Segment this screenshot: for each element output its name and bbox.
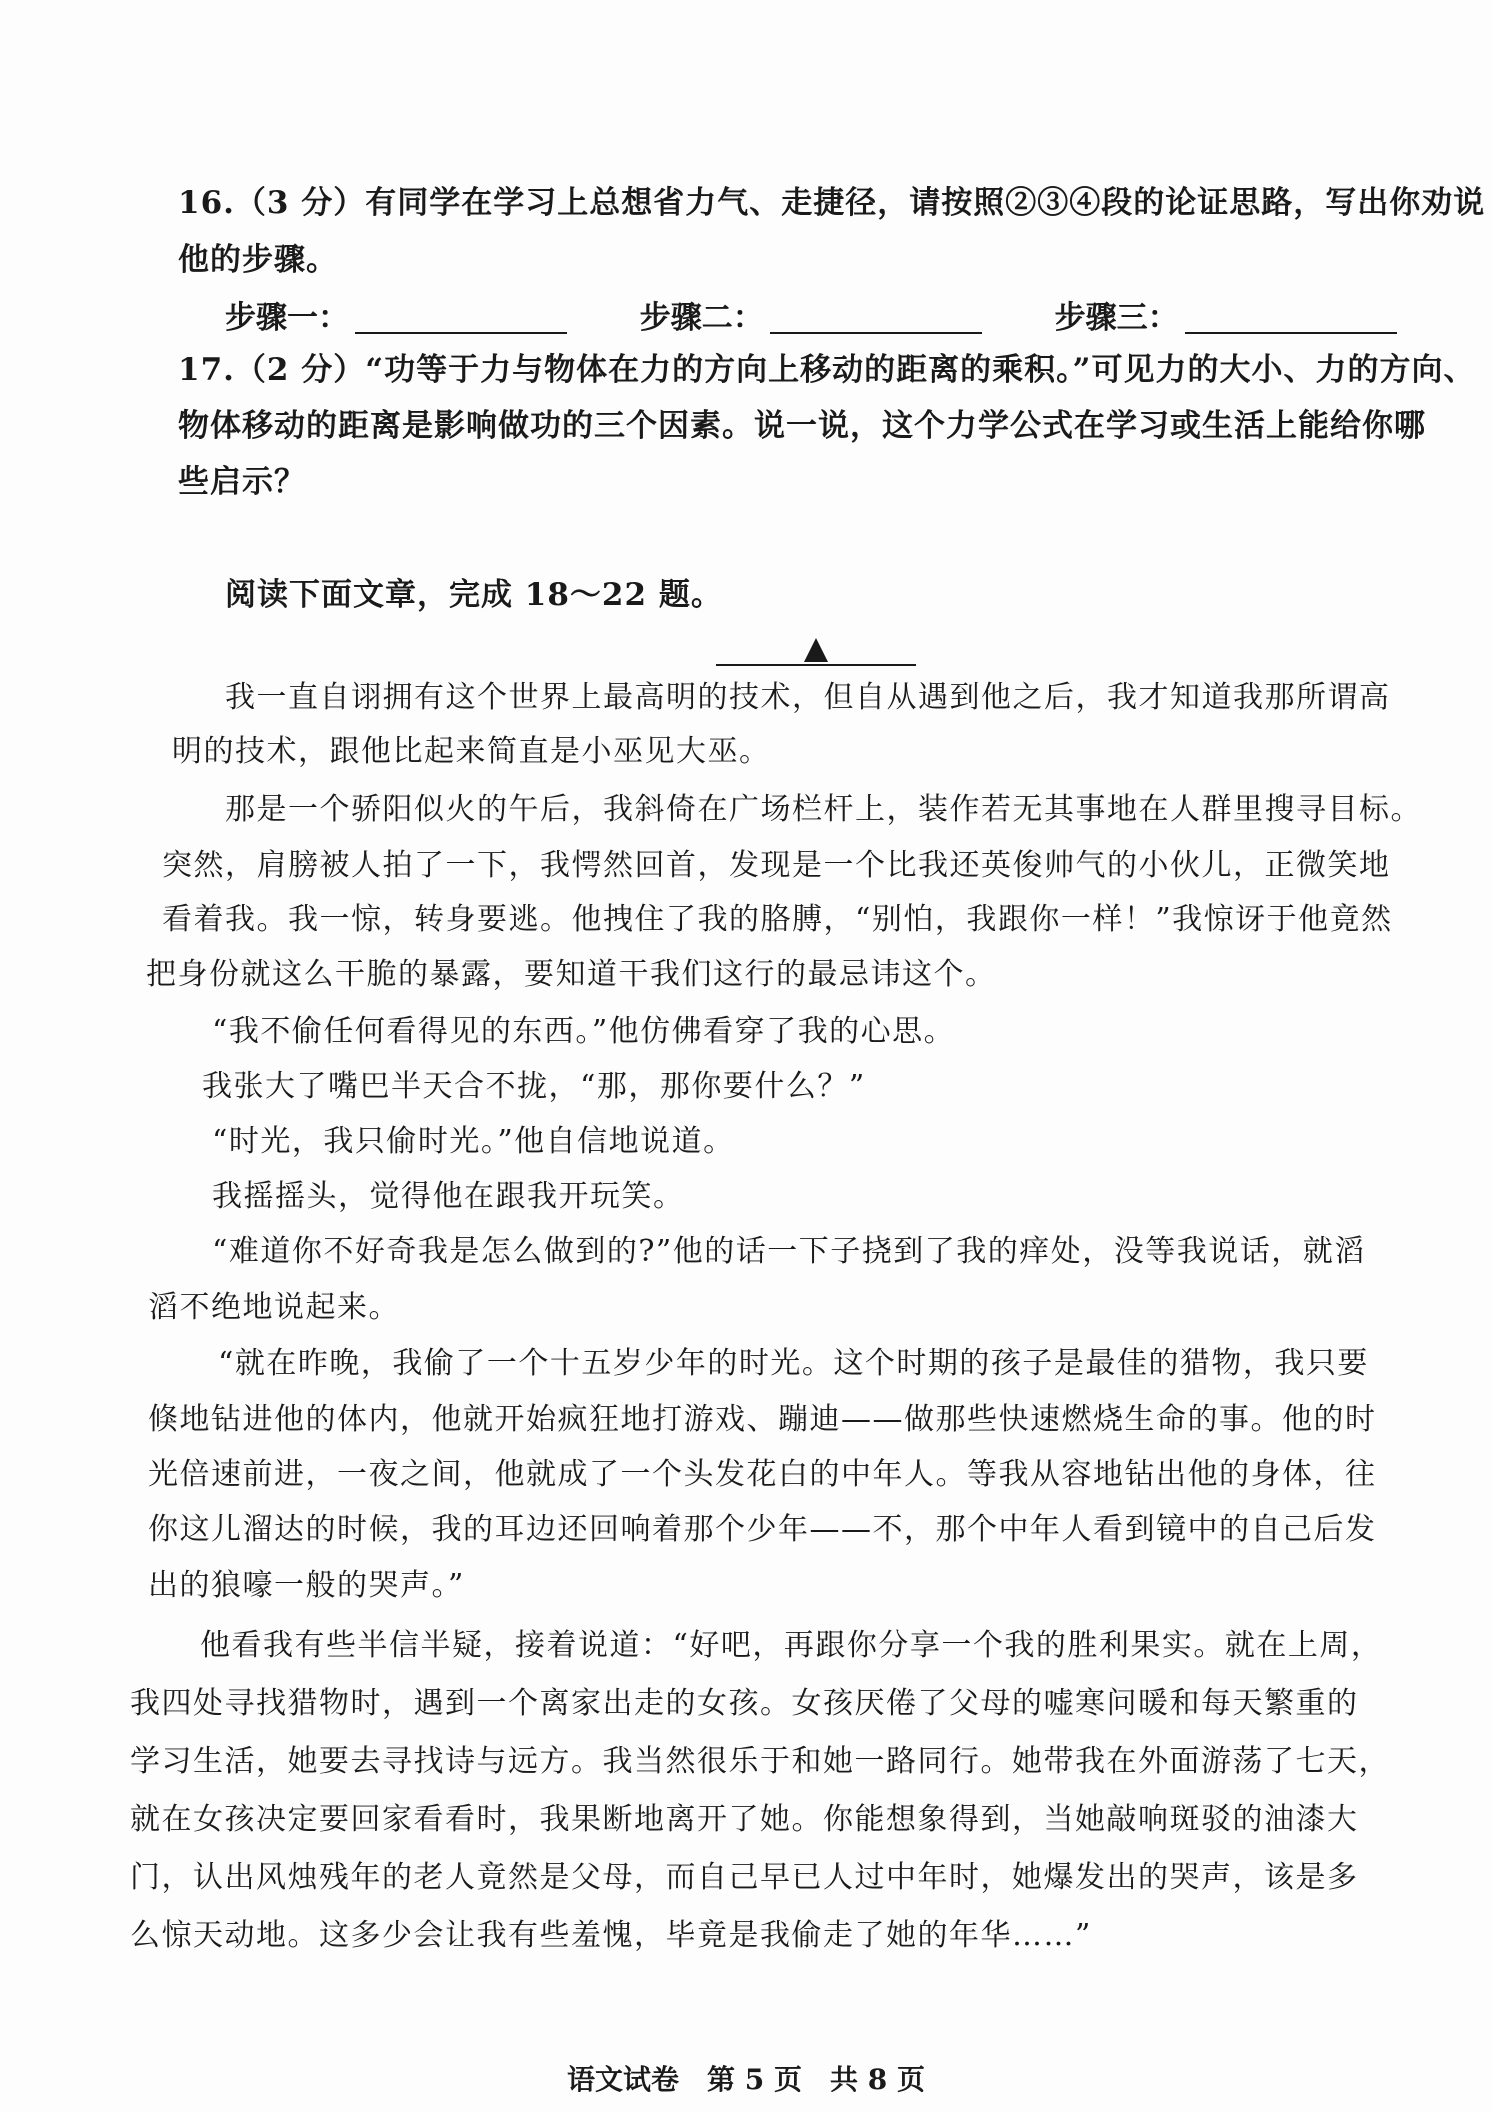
story-line-18: 他看我有些半信半疑，接着说道：“好吧，再跟你分享一个我的胜利果实。就在上周， xyxy=(200,1628,1383,1663)
story-line-5: 看着我。我一惊，转身要逃。他拽住了我的胳膊，“别怕，我跟你一样！”我惊讶于他竟然 xyxy=(162,902,1393,937)
story-line-6: 把身份就这么干脆的暴露，要知道干我们这行的最忌讳这个。 xyxy=(146,957,997,992)
step-three xyxy=(1055,298,1397,338)
story-line-13: “就在昨晚，我偷了一个十五岁少年的时光。这个时期的孩子是最佳的猎物，我只要 xyxy=(218,1346,1369,1381)
triangle-icon xyxy=(804,638,828,662)
step-one-label: 步骤一： xyxy=(225,300,349,336)
story-line-14: 倏地钻进他的体内，他就开始疯狂地打游戏、蹦迪——做那些快速燃烧生命的事。他的时 xyxy=(148,1402,1377,1437)
story-line-4: 突然，肩膀被人拍了一下，我愕然回首，发现是一个比我还英俊帅气的小伙儿，正微笑地 xyxy=(162,848,1391,883)
story-line-22: 门，认出风烛残年的老人竟然是父母，而自己早已人过中年时，她爆发出的哭声，该是多 xyxy=(130,1860,1359,1895)
story-line-15: 光倍速前进，一夜之间，他就成了一个头发花白的中年人。等我从容地钻出他的身体，往 xyxy=(148,1457,1377,1492)
q17-line-1: 17.（2 分）“功等于力与物体在力的方向上移动的距离的乘积。”可见力的大小、力的方向、 xyxy=(178,352,1476,388)
story-line-1: 我一直自诩拥有这个世界上最高明的技术，但自从遇到他之后，我才知道我那所谓高 xyxy=(225,680,1391,715)
story-line-16: 你这儿溜达的时候，我的耳边还回响着那个少年——不，那个中年人看到镜中的自己后发 xyxy=(148,1512,1377,1547)
divider-rule xyxy=(716,664,916,666)
q16-line-2: 他的步骤。 xyxy=(178,242,338,278)
title-divider xyxy=(716,636,916,676)
story-line-12: 滔不绝地说起来。 xyxy=(148,1290,400,1325)
step-three-label: 步骤三： xyxy=(1054,300,1179,336)
story-line-3: 那是一个骄阳似火的午后，我斜倚在广场栏杆上，装作若无其事地在人群里搜寻目标。 xyxy=(225,792,1422,827)
story-line-20: 学习生活，她要去寻找诗与远方。我当然很乐于和她一路同行。她带我在外面游荡了七天， xyxy=(130,1744,1390,1779)
q16-steps-row xyxy=(225,298,1459,338)
step-two-blank[interactable] xyxy=(770,302,982,334)
step-one-blank[interactable] xyxy=(355,302,567,334)
step-two-label: 步骤二： xyxy=(639,300,764,336)
story-line-8: 我张大了嘴巴半天合不拢，“那，那你要什么？” xyxy=(202,1069,866,1104)
story-line-11: “难道你不好奇我是怎么做到的?”他的话一下子挠到了我的痒处，没等我说话，就滔 xyxy=(212,1234,1366,1269)
q17-line-2: 物体移动的距离是影响做功的三个因素。说一说，这个力学公式在学习或生活上能给你哪 xyxy=(178,408,1426,444)
story-line-2: 明的技术，跟他比起来简直是小巫见大巫。 xyxy=(172,734,771,769)
story-line-9: “时光，我只偷时光。”他自信地说道。 xyxy=(212,1124,735,1159)
story-line-7: “我不偷任何看得见的东西。”他仿佛看穿了我的心思。 xyxy=(212,1014,956,1049)
step-two xyxy=(640,298,982,338)
q17-line-3: 些启示？ xyxy=(178,464,306,500)
story-line-10: 我摇摇头，觉得他在跟我开玩笑。 xyxy=(212,1179,685,1214)
story-line-17: 出的狼嚎一般的哭声。” xyxy=(148,1568,465,1603)
step-three-blank[interactable] xyxy=(1185,302,1397,334)
story-line-23: 么惊天动地。这多少会让我有些羞愧，毕竟是我偷走了她的年华……” xyxy=(130,1918,1092,1953)
page-footer: 语文试卷 第 5 页 共 8 页 xyxy=(567,2063,925,2096)
step-one xyxy=(225,298,567,338)
reading-instruction: 阅读下面文章，完成 18～22 题。 xyxy=(225,577,723,613)
story-line-21: 就在女孩决定要回家看看时，我果断地离开了她。你能想象得到，当她敲响斑驳的油漆大 xyxy=(130,1802,1359,1837)
story-line-19: 我四处寻找猎物时，遇到一个离家出走的女孩。女孩厌倦了父母的嘘寒问暖和每天繁重的 xyxy=(130,1686,1359,1721)
q16-line-1: 16.（3 分）有同学在学习上总想省力气、走捷径，请按照②③④段的论证思路，写出你劝说 xyxy=(178,185,1486,221)
